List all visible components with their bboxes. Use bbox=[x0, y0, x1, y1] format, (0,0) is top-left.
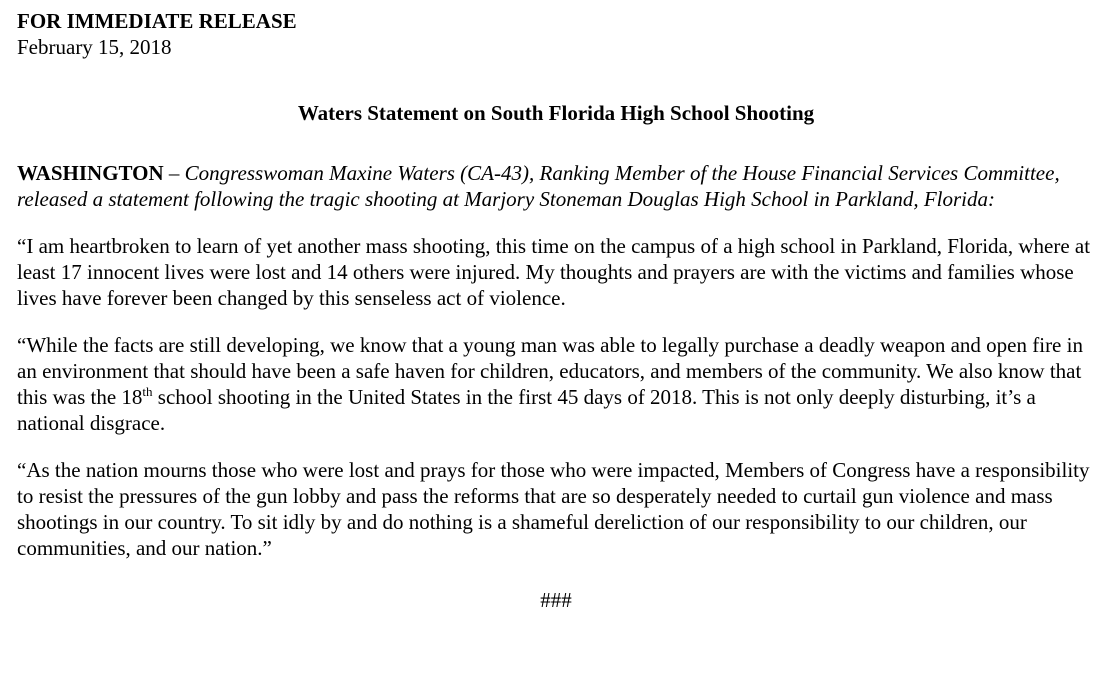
ordinal-superscript: th bbox=[142, 384, 153, 399]
intro-paragraph bbox=[17, 160, 1097, 212]
release-date: February 15, 2018 bbox=[17, 35, 172, 59]
dateline-dash: – bbox=[163, 161, 185, 185]
end-mark: ### bbox=[540, 588, 572, 612]
quote-paragraph-3: “As the nation mourns those who were lost and prays for those who were impacted, Members of Congress have a responsibility to resist the pressures of the gun lobby and pass the reforms that are so desperately needed to curtail gun violence and mass shootings in our country. To sit idly by and do nothing is a shameful dereliction of our responsibility to our children, our communities, and our nation.” bbox=[17, 458, 1090, 560]
quote-paragraph-2 bbox=[17, 332, 1097, 436]
paragraph-2-text-end: school shooting in the United States in the first 45 days of 2018. This is not only deeply disturbing, it’s a national disgrace. bbox=[17, 385, 1036, 435]
quote-paragraph-1: “I am heartbroken to learn of yet another mass shooting, this time on the campus of a high school in Parkland, Florida, where at least 17 innocent lives were lost and 14 others were injured. My thoughts and prayers are with the victims and families whose lives have forever been changed by this senseless act of violence. bbox=[17, 234, 1091, 310]
headline: Waters Statement on South Florida High School Shooting bbox=[297, 101, 815, 125]
release-header bbox=[17, 8, 1112, 60]
paragraph-2-text-start: “While the facts are still developing, we know that a young man was able to legally purchase a deadly weapon and open fire in an environment that should have been a safe haven for children, educators, and members of the community. We also know that this was the 18 bbox=[17, 333, 1083, 409]
lede-text: Congresswoman Maxine Waters (CA-43), Ranking Member of the House Financial Services Committee, released a statement following the tragic shooting at Marjory Stoneman Douglas High School in Parkland, Florida: bbox=[17, 161, 1060, 211]
dateline: WASHINGTON bbox=[17, 161, 164, 185]
release-label: FOR IMMEDIATE RELEASE bbox=[17, 9, 297, 33]
